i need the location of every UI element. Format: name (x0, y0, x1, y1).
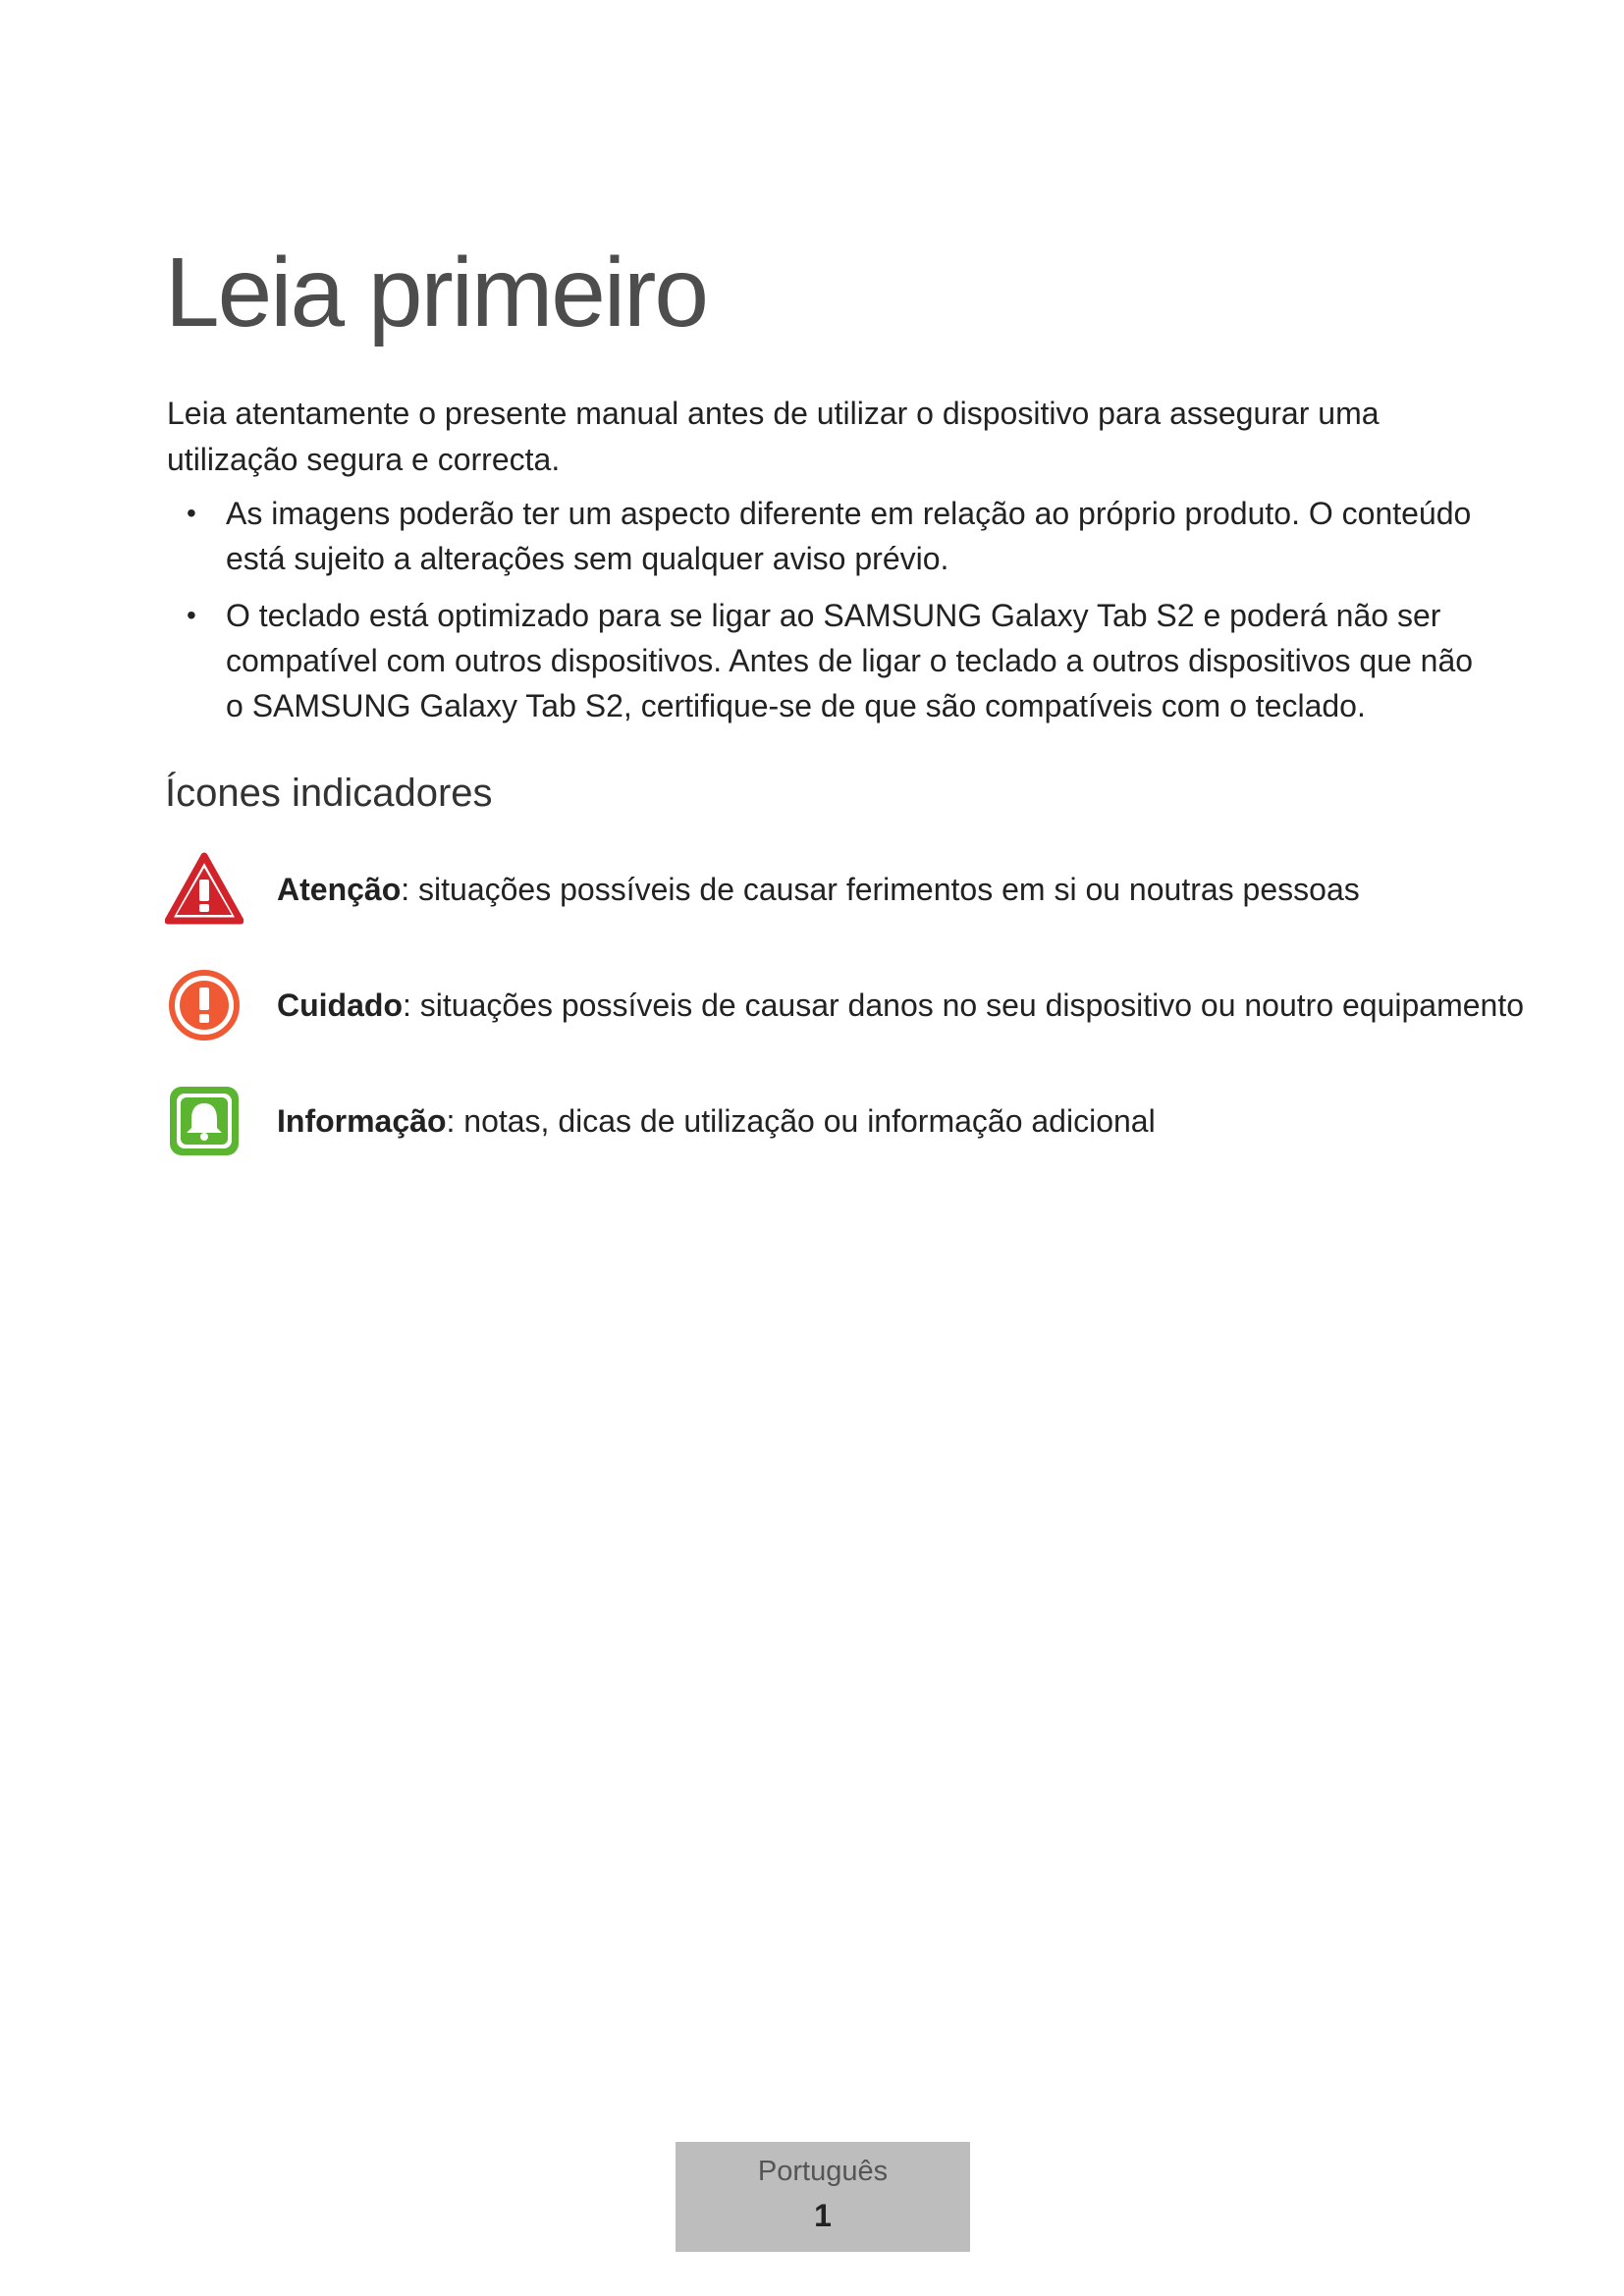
list-item (167, 491, 1483, 581)
footer-language: Português (757, 2156, 889, 2187)
warning-triangle-icon (165, 852, 244, 927)
bullet-dot: • (187, 498, 196, 528)
indicator-description: : situações possíveis de causar ferimentos em si ou noutras pessoas (401, 871, 1360, 907)
bullet-text: As imagens poderão ter um aspecto diferente em relação ao próprio produto. O conteúdo está sujeito a alterações sem qualquer aviso prévio. (226, 496, 1472, 576)
indicator-warning (165, 852, 1540, 927)
intro-paragraph: Leia atentamente o presente manual antes de utilizar o dispositivo para assegurar uma utilização segura e correcta. (167, 396, 1380, 477)
bullet-dot: • (187, 600, 196, 630)
caution-circle-icon (165, 968, 244, 1042)
bell-note-icon (165, 1084, 244, 1158)
indicator-information (165, 1084, 1540, 1158)
page-title: Leia primeiro (165, 238, 708, 347)
indicator-text (277, 872, 1360, 908)
list-item (167, 593, 1483, 728)
section-title: Ícones indicadores (165, 772, 493, 815)
indicator-description: : notas, dicas de utilização ou informação adicional (446, 1102, 1156, 1139)
indicator-text (277, 988, 1524, 1024)
indicator-label: Cuidado (277, 987, 403, 1023)
bullet-list (167, 491, 1483, 740)
page-footer (676, 2142, 970, 2252)
indicator-caution (165, 968, 1540, 1042)
indicator-description: : situações possíveis de causar danos no seu dispositivo ou noutro equipamento (402, 987, 1525, 1023)
indicator-label: Atenção (277, 871, 402, 907)
indicator-label: Informação (277, 1102, 447, 1139)
indicator-text (277, 1103, 1156, 1140)
page-number: 1 (814, 2198, 832, 2233)
bullet-text: O teclado está optimizado para se ligar ao SAMSUNG Galaxy Tab S2 e poderá não ser compatível com outros dispositivos. Antes de ligar o teclado a outros dispositivos que não o SAMSUNG Galaxy Tab S2, certifique-se de que são compatíveis com o teclado. (226, 598, 1474, 723)
